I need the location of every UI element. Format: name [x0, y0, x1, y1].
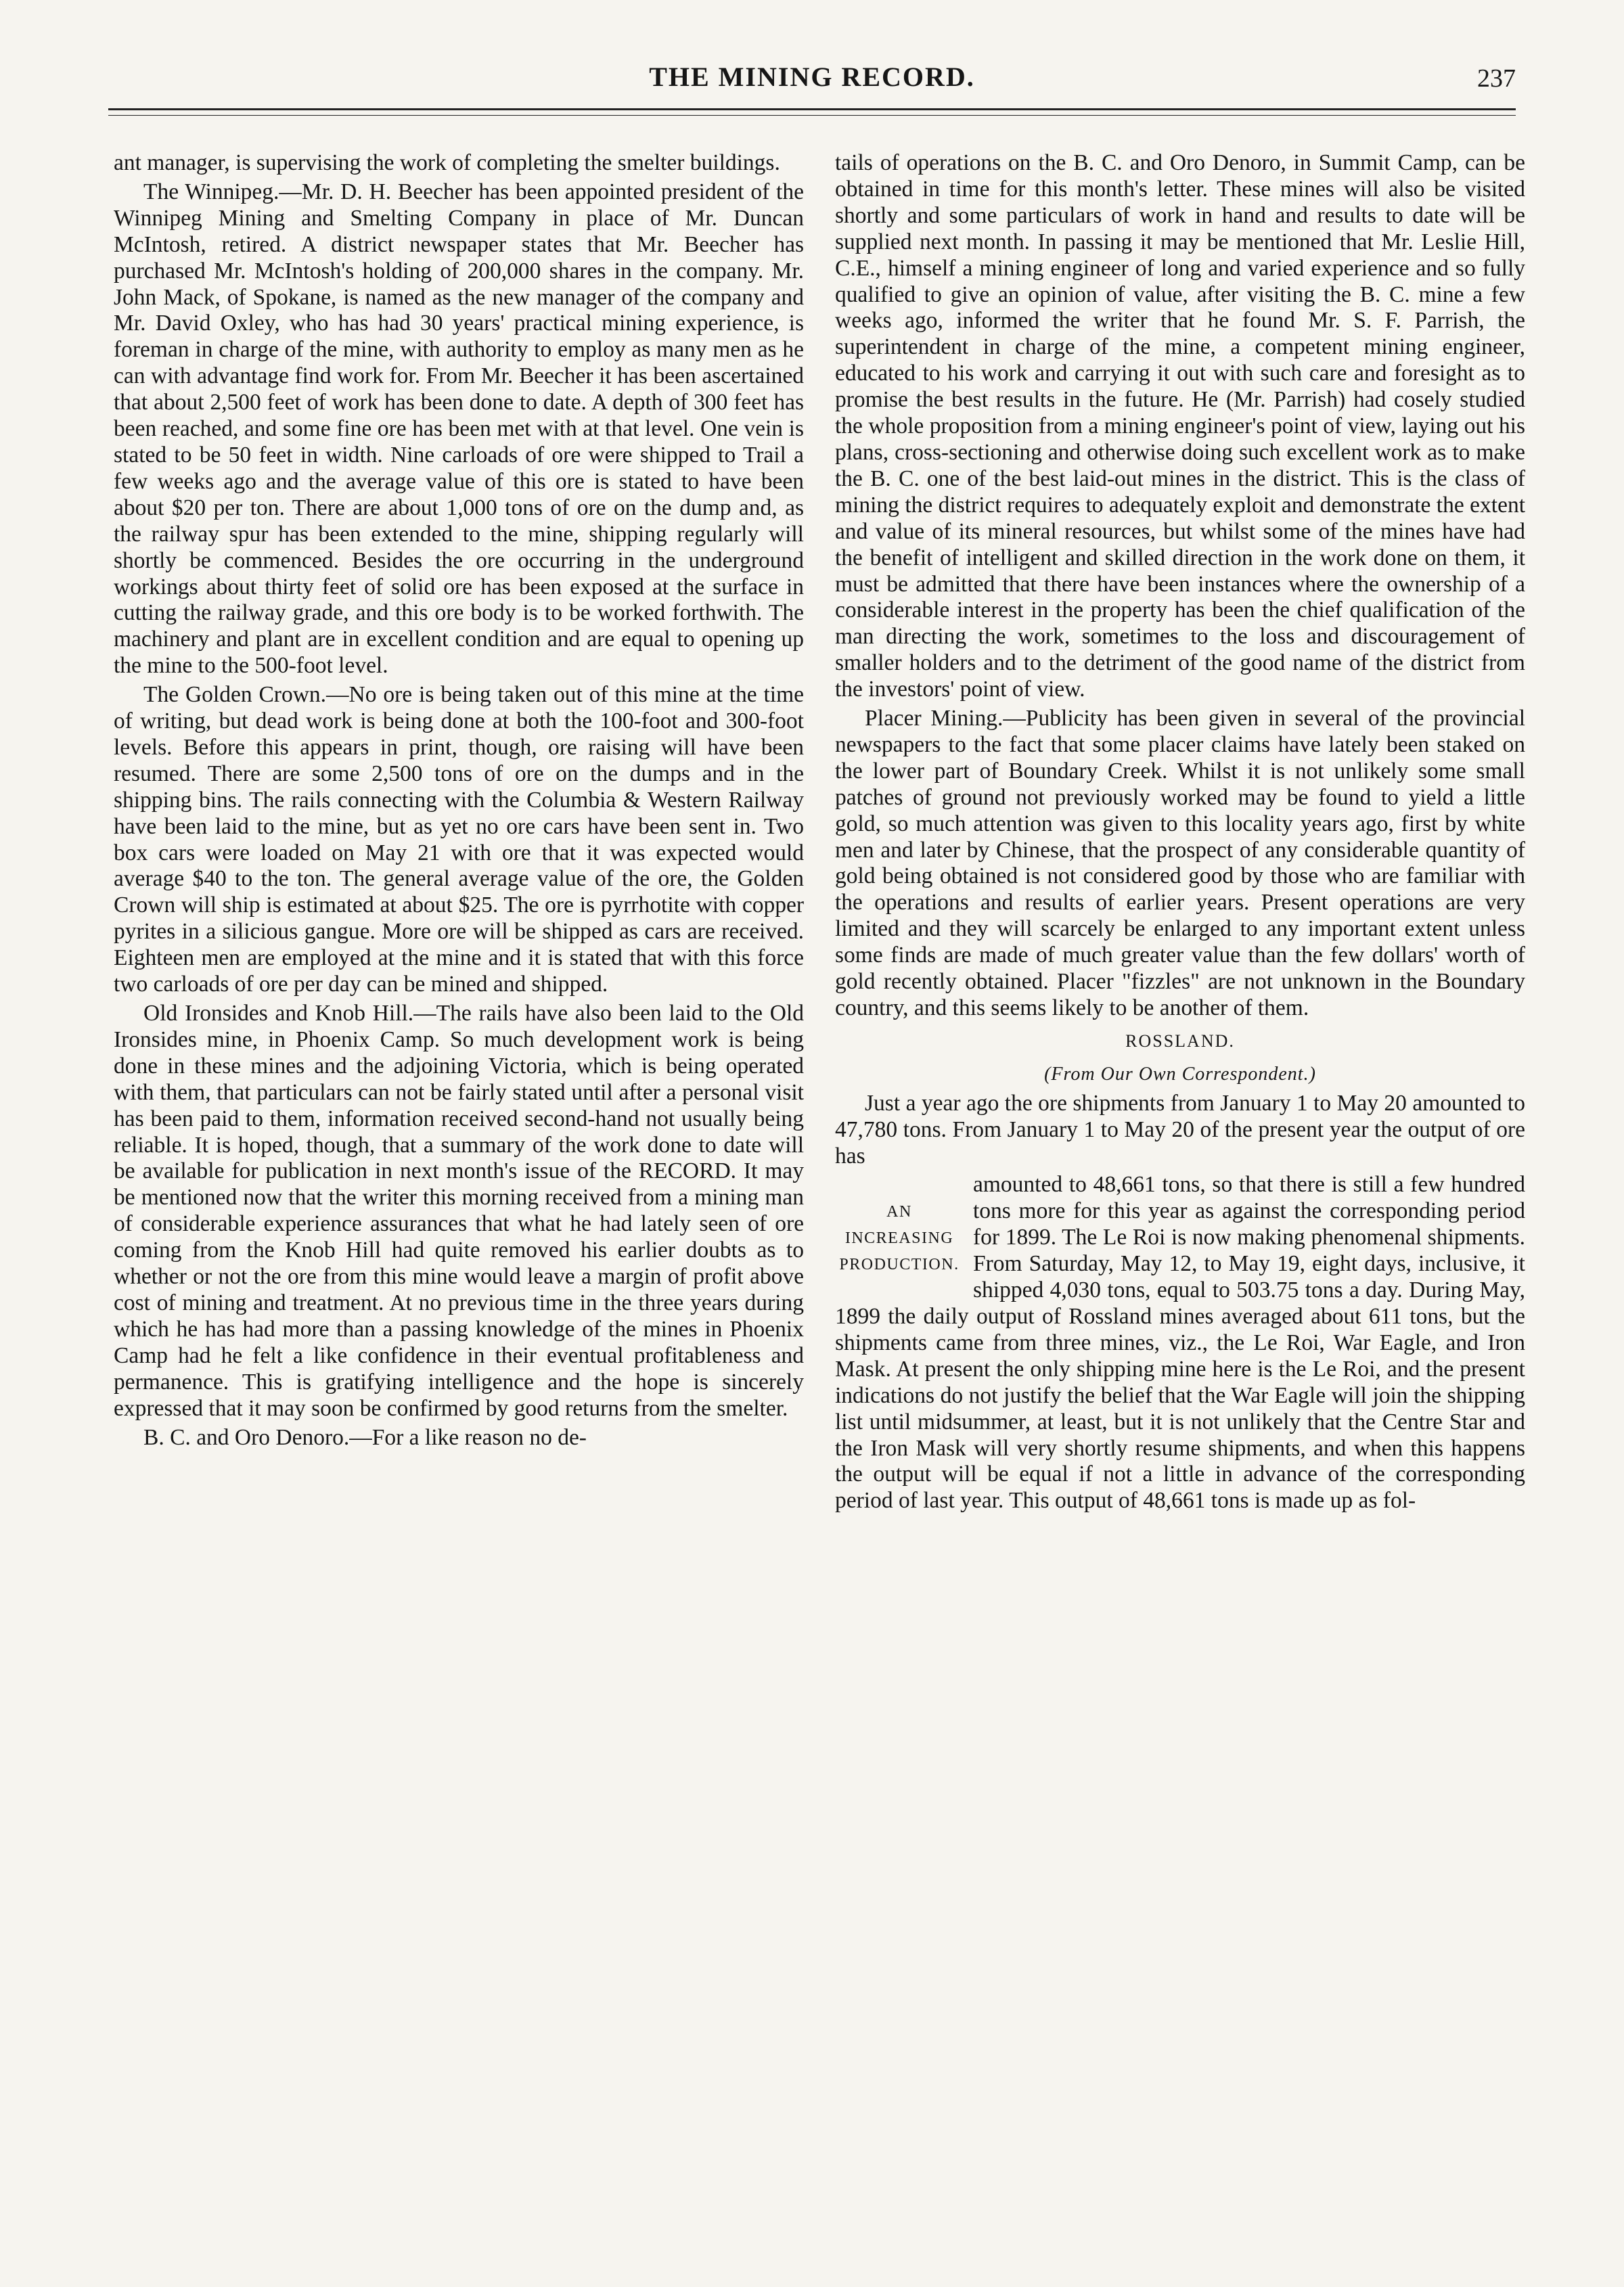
journal-title: THE MINING RECORD.: [649, 62, 975, 92]
paragraph-winnipeg: The Winnipeg.—Mr. D. H. Beecher has been appointed president of the Winnipeg Mining and Smelting Company in place of Mr. Duncan McIntosh, retired. A district newspaper states that Mr. Beecher has purchased Mr. McIntosh's holding of 200,000 shares in the company. Mr. John Mack, of Spokane, is named as the new manager of the company and Mr. David Oxley, who has had 30 years' practical mining experience, is foreman in charge of the mine, with authority to employ as many men as he can with advantage find work for. From Mr. Beecher it has been ascertained that about 2,500 feet of work has been done to date. A depth of 300 feet has been reached, and some fine ore has been met with at that level. One vein is stated to be 50 feet in width. Nine carloads of ore were shipped to Trail a few weeks ago and the average value of this ore is stated to have been about $20 per ton. There are about 1,000 tons of ore on the dump and, as the railway spur has been extended to the mine, shipping regularly will shortly be commenced. Besides the ore occurring in the underground workings about thirty feet of solid ore has been exposed at the surface in cutting the railway grade, and this ore body is to be worked forthwith. The machinery and plant are in excellent condition and are equal to opening up the mine to the 500-foot level.: [114, 179, 804, 679]
header-rule-thick: [108, 108, 1516, 110]
paragraph-bc-oro-denoro: B. C. and Oro Denoro.—For a like reason no de-: [143, 1424, 587, 1450]
running-header: [108, 61, 1516, 101]
left-column: [114, 150, 804, 1453]
section-subheading: (From Our Own Correspondent.): [1044, 1063, 1316, 1085]
header-rule-thin: [108, 115, 1516, 116]
paragraph-rossland-lead: Just a year ago the ore shipments from January 1 to May 20 amounted to 47,780 tons. From January 1 to May 20 of the present year the output of ore has: [835, 1090, 1525, 1169]
paragraph-golden-crown: The Golden Crown.—No ore is being taken out of this mine at the time of writing, but dead work is being done at both the 100-foot and 300-foot levels. Before this appears in print, though, ore raising will have been resumed. There are some 2,500 tons of ore on the dumps and in the shipping bins. The rails connecting with the Columbia & Western Railway have been laid to the mine, but as yet no ore cars have been sent in. Two box cars were loaded on May 21 with ore that it was expected would average $40 to the ton. The general average value of the ore, the Golden Crown will ship is estimated at about $25. The ore is pyrrhotite with copper pyrites in a silicious gangue. More ore will be shipped as cars are received. Eighteen men are employed at the mine and it is stated that with this force two carloads of ore per day can be mined and shipped.: [114, 682, 804, 997]
section-heading-rossland: ROSSLAND.: [1125, 1031, 1235, 1051]
side-heading: AN INCREASING PRODUCTION.: [839, 1203, 960, 1274]
paragraph-old-ironsides: Old Ironsides and Knob Hill.—The rails have also been laid to the Old Ironsides mine, in Phoenix Camp. So much development work is being done in these mines and the adjoining Victoria, which is being operated with them, that particulars can not be fairly stated until after a personal visit has been paid to them, information received second-hand not usually being reliable. It is hoped, though, that a summary of the work done to date will be available for publication in next month's issue of the RECORD. It may be mentioned now that the writer this morning received from a mining man of considerable experience assurances that what he had lately seen of ore coming from the Knob Hill had quite removed his earlier doubts as to whether or not the ore from this mine would leave a margin of profit above cost of mining and treatment. At no previous time in the three years during which he has had more than a passing knowledge of the mines in Phoenix Camp had he felt a like confidence in their eventual profitableness and permanence. This is gratifying intelligence and the hope is sincerely expressed that it may soon be confirmed by good returns from the smelter.: [114, 1001, 804, 1421]
rossland-article: [835, 1091, 1525, 1518]
right-column: [835, 150, 1525, 1517]
paragraph-rossland-body: amounted to 48,661 tons, so that there is still a few hundred tons more for this year as against the corresponding period for 1899. The Le Roi is now making phenomenal shipments. From Saturday, May 12, to May 19, eight days, inclusive, it shipped 4,030 tons, equal to 503.75 tons a day. During May, 1899 the daily output of Rossland mines averaged about 611 tons, but the shipments came from three mines, viz., the Le Roi, War Eagle, and Iron Mask. At present the only shipping mine here is the Le Roi, and the present indications do not justify the belief that the War Eagle will join the shipping list until midsummer, at least, but it is not unlikely that the Centre Star and the Iron Mask will very shortly resume shipments, and when this happens the output will be equal if not a little in advance of the corresponding period of last year. This output of 48,661 tons is made up as fol-: [835, 1172, 1525, 1514]
paragraph: ant manager, is supervising the work of completing the smelter buildings.: [114, 150, 780, 175]
paragraph-bc-continued: tails of operations on the B. C. and Oro Denoro, in Summit Camp, can be obtained in time for this month's letter. These mines will also be visited shortly and some particulars of work in hand and results to date will be supplied next month. In passing it may be mentioned that Mr. Leslie Hill, C.E., himself a mining engineer of long and varied experience and so fully qualified to give an opinion of value, after visiting the B. C. mine a few weeks ago, informed the writer that he found Mr. S. F. Parrish, the superintendent in charge of the mine, a competent mining engineer, educated to his work and carrying it out with such care and foresight as to promise the best results in the future. He (Mr. Parrish) had cosely studied the whole proposition from a mining engineer's point of view, laying out his plans, cross-sectioning and otherwise doing such excellent work as to make the B. C. one of the best laid-out mines in the district. This is the class of mining the district requires to adequately exploit and demonstrate the extent and value of its mineral resources, but whilst some of the mines have had the benefit of intelligent and skilled direction in the work done on them, it must be admitted that there have been instances where the ownership of a considerable interest in the property has been the chief qualification of the man directing the work, sometimes to the loss and discouragement of smaller holders and to the detriment of the good name of the district from the investors' point of view.: [835, 150, 1525, 702]
paragraph-placer-mining: Placer Mining.—Publicity has been given in several of the provincial newspapers to the fact that some placer claims have lately been staked on the lower part of Boundary Creek. Whilst it is not unlikely some small patches of ground not previously worked may be found to yield a little gold, so much attention was given to this locality years ago, first by white men and later by Chinese, that the prospect of any considerable quantity of gold being obtained is not considered good by those who are familiar with the operations and results of earlier years. Present operations are very limited and they will scarcely be enlarged to any important extent unless some finds are made of much greater value than the few dollars' worth of gold recently obtained. Placer "fizzles" are not unknown in the Boundary country, and this seems likely to be another of them.: [835, 706, 1525, 1020]
page-number: 237: [1477, 64, 1516, 93]
